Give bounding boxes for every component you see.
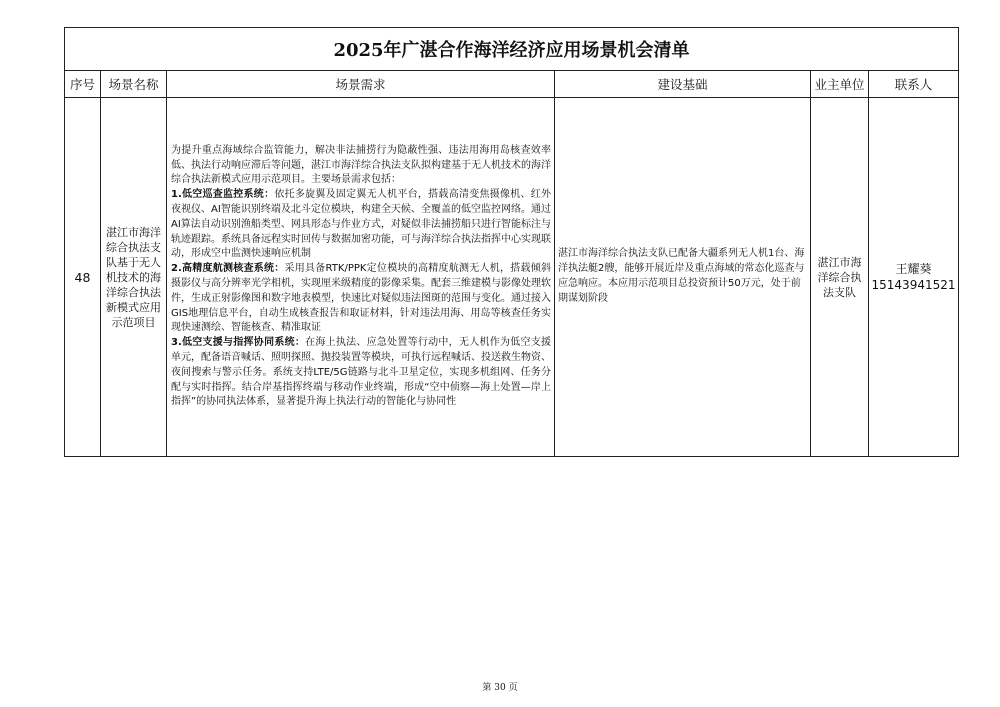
requirement-item-3 (171, 336, 551, 410)
construction-basis: 湛江市海洋综合执法支队已配备大疆系列无人机1台、海洋执法艇2艘，能够开展近岸及重点海域的常态化巡查与应急响应。本应用示范项目总投资预计50万元，处于前期谋划阶段 (555, 98, 811, 457)
requirement-item-2-body: 采用具备RTK/PPK定位模块的高精度航测无人机，搭载倾斜摄影仪与高分辨率光学相机，实现厘米级精度的影像采集。配套三维建模与影像处理软件，生成正射影像图和数字地表模型，快速比对疑似违法图斑的范围与变化。通过接入GIS地理信息平台，自动生成核查报告和取证材料，针对违法用海、用岛等核查任务实现快速测绘、智能核查、精准取证 (171, 263, 551, 334)
scene-requirement (167, 98, 555, 457)
document-title: 2025年广湛合作海洋经济应用场景机会清单 (65, 28, 959, 71)
contact-person (869, 98, 959, 457)
contact-phone: 15143941521 (871, 278, 956, 292)
table-header-row (65, 71, 959, 98)
requirement-intro: 为提升重点海域综合监管能力，解决非法捕捞行为隐蔽性强、违法用海用岛核查效率低、执法行动响应滞后等问题，湛江市海洋综合执法支队拟构建基于无人机技术的海洋综合执法新模式应用示范项目。主要场景需求包括： (171, 144, 551, 186)
row-number: 48 (65, 98, 101, 457)
requirement-item-3-body: 在海上执法、应急处置等行动中，无人机作为低空支援单元，配备语音喊话、照明探照、抛投装置等模块，可执行远程喊话、投送救生物资、夜间搜索与警示任务。系统支持LTE/5G链路与北斗卫星定位，实现多机组网、任务分配与实时指挥。结合岸基指挥终端与移动作业终端，形成“空中侦察—海上处置—岸上指挥”的协同执法体系，显著提升海上执法行动的智能化与协同性 (171, 337, 551, 408)
opportunity-table (64, 27, 959, 457)
page-number: 第 30 页 (482, 683, 518, 693)
requirement-item-3-title: 3.低空支援与指挥协同系统： (171, 337, 306, 349)
header-name: 场景名称 (101, 71, 167, 98)
requirement-item-1-title: 1.低空巡查监控系统： (171, 189, 275, 201)
requirement-item-2-title: 2.高精度航测核查系统： (171, 263, 285, 275)
header-basis: 建设基础 (555, 71, 811, 98)
document-sheet (64, 27, 958, 457)
scene-name: 湛江市海洋综合执法支队基于无人机技术的海洋综合执法新模式应用示范项目 (101, 98, 167, 457)
header-owner: 业主单位 (811, 71, 869, 98)
requirement-item-2 (171, 262, 551, 336)
table-row (65, 98, 959, 457)
owner-unit: 湛江市海洋综合执法支队 (811, 98, 869, 457)
header-requirement: 场景需求 (167, 71, 555, 98)
contact-name: 王耀葵 (895, 262, 932, 276)
requirement-item-1-body: 依托多旋翼及固定翼无人机平台，搭载高清变焦摄像机、红外夜视仪、AI智能识别终端及北斗定位模块，构建全天候、全覆盖的低空监控网络。通过AI算法自动识别渔船类型、网具形态与作业方式，对疑似非法捕捞船只进行智能标注与轨迹跟踪。系统具备远程实时回传与数据加密功能，可与海洋综合执法指挥中心实现联动，形成空中监测快速响应机制 (171, 189, 551, 260)
header-no: 序号 (65, 71, 101, 98)
header-contact: 联系人 (869, 71, 959, 98)
requirement-item-1 (171, 188, 551, 262)
